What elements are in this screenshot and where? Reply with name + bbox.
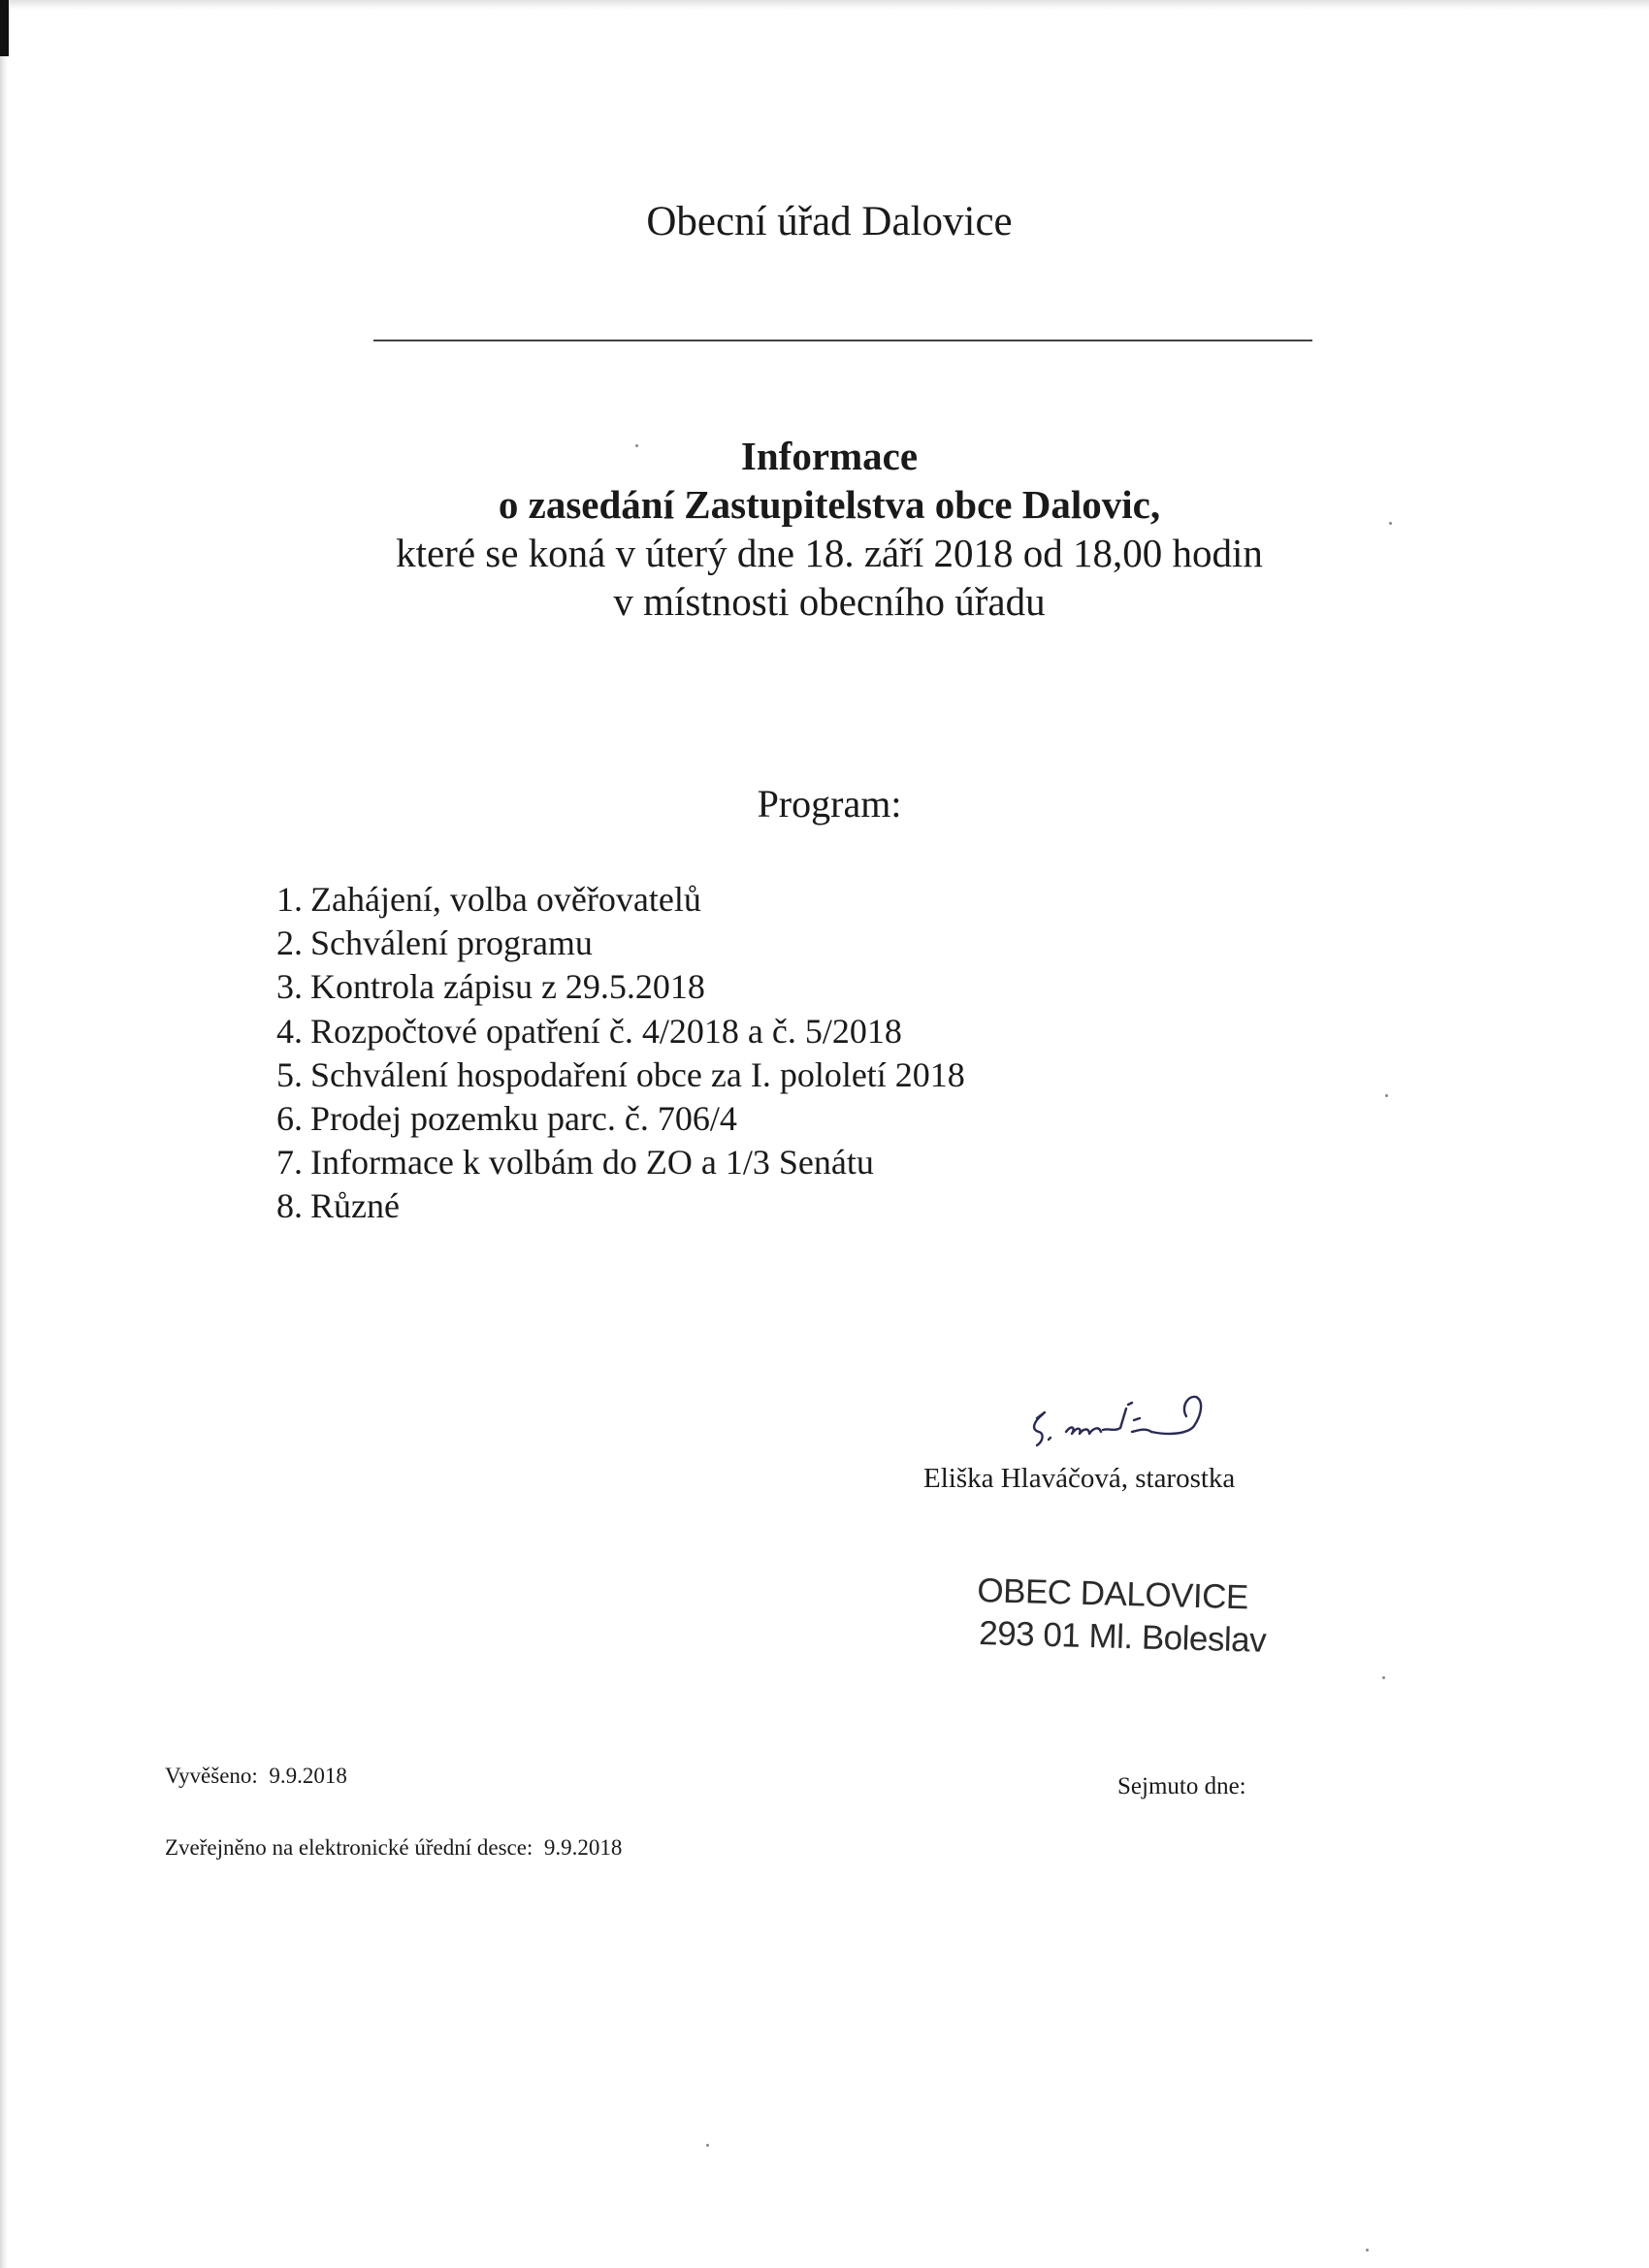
agenda-item-number: 5. xyxy=(276,1054,303,1094)
agenda-item xyxy=(254,1184,965,1228)
agenda-item-text: Zahájení, volba ověřovatelů xyxy=(310,880,701,919)
agenda-item-text: Schválení hospodaření obce za I. pololetí 2018 xyxy=(310,1054,965,1094)
agenda-item-number: 4. xyxy=(276,1011,303,1051)
agenda-item-text: Informace k volbám do ZO a 1/3 Senátu xyxy=(310,1143,874,1183)
scan-speck xyxy=(1366,2249,1369,2252)
agenda-item-number: 3. xyxy=(276,967,303,1007)
agenda-item-number: 1. xyxy=(276,880,303,919)
scan-speck xyxy=(706,2144,709,2147)
agenda-item xyxy=(254,965,965,1009)
agenda-item-text: Rozpočtové opatření č. 4/2018 a č. 5/2018 xyxy=(310,1011,902,1051)
signer-name: Eliška Hlaváčová, starostka xyxy=(923,1463,1236,1494)
agenda-list xyxy=(254,878,965,1229)
published-date: 9.9.2018 xyxy=(543,1835,623,1860)
agenda-item xyxy=(254,1053,965,1097)
agenda-item-text: Kontrola zápisu z 29.5.2018 xyxy=(310,967,705,1007)
scan-edge-left xyxy=(0,0,8,2268)
scan-speck xyxy=(1389,522,1392,525)
notice-title: Informace xyxy=(740,434,919,478)
stamp-line-2: 293 01 Ml. Boleslav xyxy=(978,1614,1267,1660)
scan-edge-top xyxy=(0,0,1649,10)
agenda-item-text: Schválení programu xyxy=(310,923,593,963)
removed-label: Sejmuto dne: xyxy=(1117,1773,1246,1799)
notice-subject: o zasedání Zastupitelstva obce Dalovic, xyxy=(498,482,1161,527)
agenda-item-number: 7. xyxy=(276,1143,303,1183)
stamp-line-1: OBEC DALOVICE xyxy=(976,1571,1249,1617)
agenda-item xyxy=(254,1097,965,1141)
agenda-item-number: 8. xyxy=(276,1186,303,1226)
posted-info xyxy=(165,1764,347,1789)
agenda-item xyxy=(254,878,965,922)
scan-speck xyxy=(1385,1094,1388,1097)
posted-date: 9.9.2018 xyxy=(269,1764,347,1788)
handwritten-signature xyxy=(1023,1389,1266,1457)
scan-mark xyxy=(0,0,9,56)
notice-heading xyxy=(0,432,1649,626)
agenda-item-number: 2. xyxy=(276,923,303,963)
agenda-item-text: Různé xyxy=(310,1186,400,1226)
published-info xyxy=(165,1835,622,1861)
scan-speck xyxy=(635,444,638,447)
agenda-item xyxy=(254,922,965,965)
program-heading: Program: xyxy=(757,782,902,826)
header-rule xyxy=(373,340,1312,341)
agenda-item-text: Prodej pozemku parc. č. 706/4 xyxy=(310,1099,737,1139)
notice-location: v místnosti obecního úřadu xyxy=(613,579,1046,624)
agenda-item-number: 6. xyxy=(276,1099,303,1139)
agenda-item xyxy=(254,1141,965,1184)
notice-date-time: které se koná v úterý dne 18. září 2018 od 18,00 hodin xyxy=(396,531,1263,575)
office-title: Obecní úřad Dalovice xyxy=(646,199,1013,244)
published-label: Zveřejněno na elektronické úřední desce: xyxy=(165,1835,534,1860)
agenda-item xyxy=(254,1010,965,1053)
municipal-stamp xyxy=(976,1570,1268,1663)
posted-label: Vyvěšeno: xyxy=(165,1764,258,1788)
scan-speck xyxy=(1382,1676,1385,1679)
